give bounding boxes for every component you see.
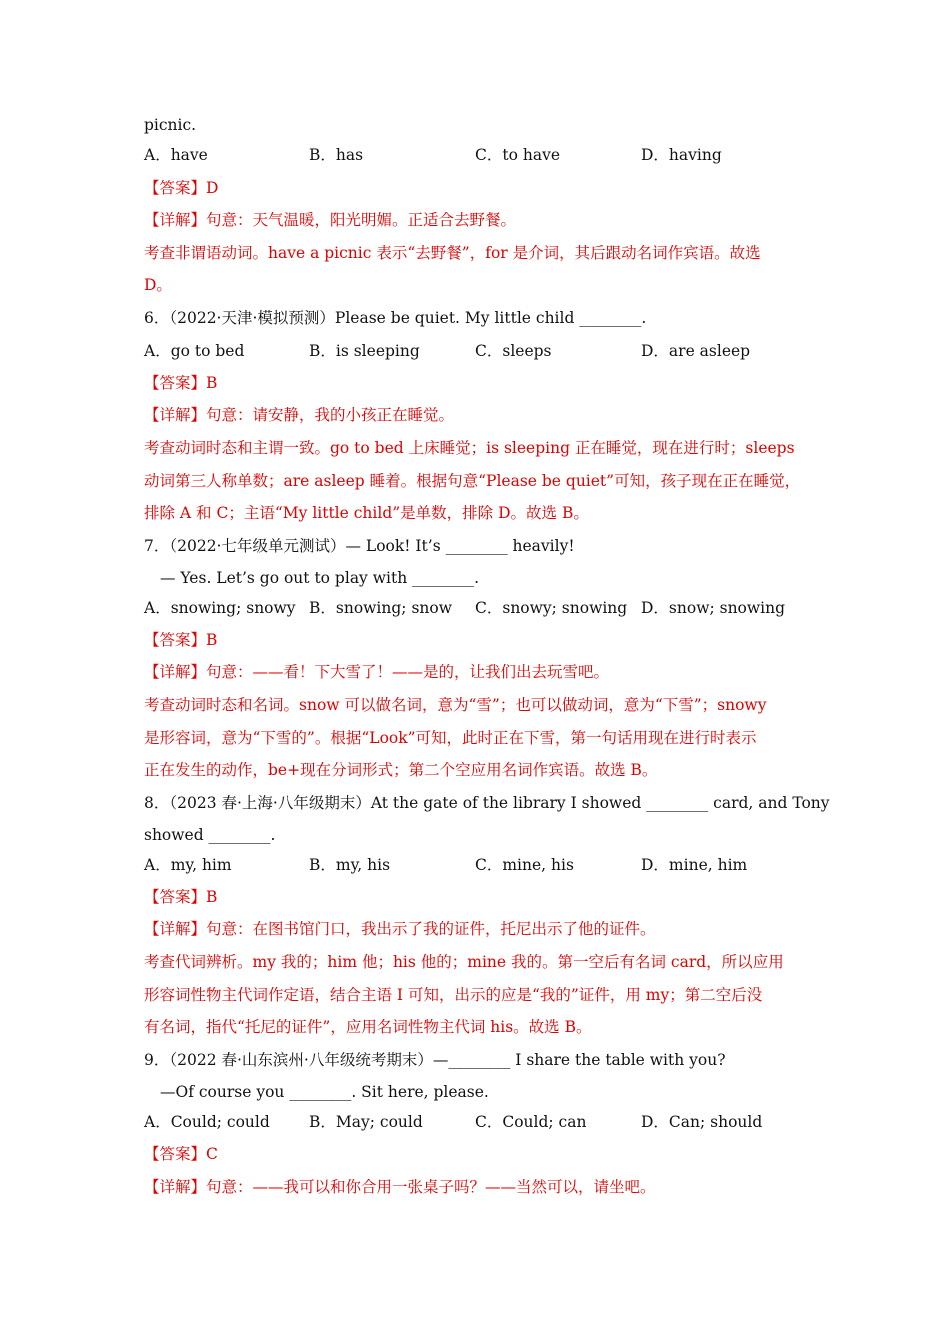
q5-option-c: C．to have <box>475 146 561 164</box>
q5-detail: 【详解】句意：天气温暖，阳光明媚。正适合去野餐。 <box>144 211 517 229</box>
q6-option-d: D．are asleep <box>641 342 751 360</box>
q7-option-c: C．snowy; snowing <box>475 599 628 617</box>
q7-option-a: A．snowing; snowy <box>144 599 296 617</box>
q8-stem-line1: 8．（2023 春·上海·八年级期末）At the gate of the library I showed ________ card, and Tony <box>144 794 830 812</box>
q9-option-d: D．Can; should <box>641 1113 763 1131</box>
q5-explanation-line1: 考查非谓语动词。have a picnic 表示“去野餐”，for 是介词，其后跟动名词作宾语。故选 <box>144 244 761 262</box>
q6-option-c: C．sleeps <box>475 342 552 360</box>
q9-answer: 【答案】C <box>144 1145 218 1163</box>
q8-option-a: A．my, him <box>144 856 232 874</box>
q8-option-b: B．my, his <box>309 856 391 874</box>
q5-answer: 【答案】D <box>144 179 219 197</box>
q6-option-b: B．is sleeping <box>309 342 420 360</box>
q8-option-d: D．mine, him <box>641 856 748 874</box>
q5-option-b: B．has <box>309 146 364 164</box>
q5-explanation-line2: D。 <box>144 276 172 294</box>
q6-explanation-line1: 考查动词时态和主谓一致。go to bed 上床睡觉；is sleeping 正在睡觉，现在进行时；sleeps <box>144 439 795 457</box>
q8-explanation-line3: 有名词，指代“托尼的证件”，应用名词性物主代词 his。故选 B。 <box>144 1018 592 1036</box>
q8-answer: 【答案】B <box>144 888 218 906</box>
q7-explanation-line1: 考查动词时态和名词。snow 可以做名词，意为“雪”；也可以做动词，意为“下雪”；snowy <box>144 696 767 714</box>
q6-stem: 6．（2022·天津·模拟预测）Please be quiet. My little child ________. <box>144 309 647 327</box>
q7-answer: 【答案】B <box>144 631 218 649</box>
q5-stem-continuation: picnic. <box>144 116 197 134</box>
q7-stem-line2: — Yes. Let’s go out to play with ________. <box>160 569 480 587</box>
q8-detail: 【详解】句意：在图书馆门口，我出示了我的证件，托尼出示了他的证件。 <box>144 920 656 938</box>
q8-option-c: C．mine, his <box>475 856 574 874</box>
q7-option-d: D．snow; snowing <box>641 599 786 617</box>
q6-detail: 【详解】句意：请安静，我的小孩正在睡觉。 <box>144 406 455 424</box>
q7-option-b: B．snowing; snow <box>309 599 452 617</box>
q6-explanation-line3: 排除 A 和 C；主语“My little child”是单数，排除 D。故选 B。 <box>144 504 589 522</box>
q6-answer: 【答案】B <box>144 374 218 392</box>
q7-stem-line1: 7．（2022·七年级单元测试）— Look! It’s ________ heavily! <box>144 537 575 555</box>
q5-option-d: D．having <box>641 146 722 164</box>
q9-option-c: C．Could; can <box>475 1113 587 1131</box>
q9-stem-line2: —Of course you ________. Sit here, please. <box>160 1083 489 1101</box>
q8-stem-line2: showed ________. <box>144 826 276 844</box>
q6-explanation-line2: 动词第三人称单数；are asleep 睡着。根据句意“Please be quiet”可知，孩子现在正在睡觉， <box>144 472 801 490</box>
q9-detail: 【详解】句意：——我可以和你合用一张桌子吗？——当然可以，请坐吧。 <box>144 1178 656 1196</box>
q9-option-b: B．May; could <box>309 1113 423 1131</box>
q9-option-a: A．Could; could <box>144 1113 270 1131</box>
q7-explanation-line2: 是形容词，意为“下雪的”。根据“Look”可知，此时正在下雪，第一句话用现在进行时表示 <box>144 729 757 747</box>
q7-detail: 【详解】句意：——看！下大雪了！——是的，让我们出去玩雪吧。 <box>144 663 610 681</box>
q6-option-a: A．go to bed <box>144 342 245 360</box>
q7-explanation-line3: 正在发生的动作，be+现在分词形式；第二个空应用名词作宾语。故选 B。 <box>144 761 658 779</box>
q9-stem-line1: 9．（2022 春·山东滨州·八年级统考期末）—________ I share the table with you? <box>144 1051 726 1069</box>
q5-option-a: A．have <box>144 146 208 164</box>
q8-explanation-line2: 形容词性物主代词作定语，结合主语 I 可知，出示的应是“我的”证件，用 my；第二空后没 <box>144 986 763 1004</box>
q8-explanation-line1: 考查代词辨析。my 我的；him 他；his 他的；mine 我的。第一空后有名词 card，所以应用 <box>144 953 784 971</box>
